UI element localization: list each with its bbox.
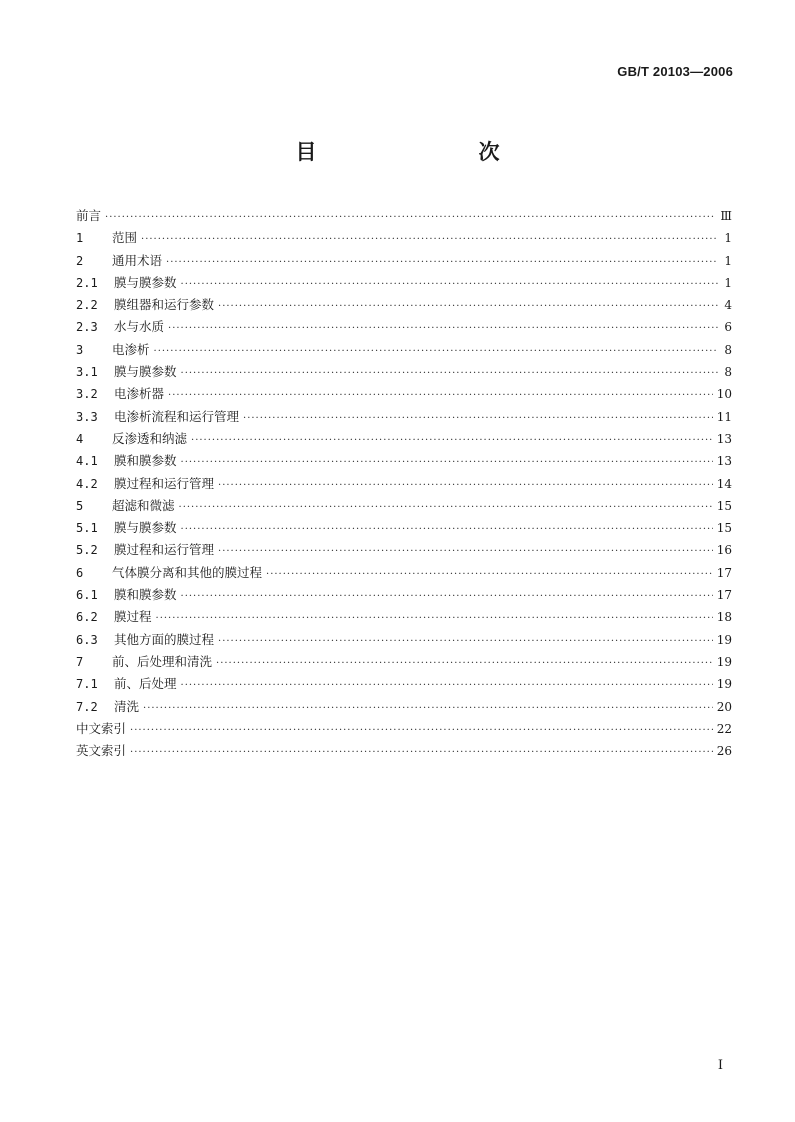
toc-entry-number: 7 xyxy=(76,654,84,669)
toc-entry-page: 1 xyxy=(724,275,732,290)
toc-entry-page: 8 xyxy=(724,342,732,357)
toc-entry-number: 2.3 xyxy=(76,320,98,335)
toc-entry-title: 反渗透和纳滤 xyxy=(112,430,188,446)
dot-leader xyxy=(156,608,713,630)
toc-entry-page: 14 xyxy=(716,476,732,491)
toc-entry-page: 26 xyxy=(716,744,732,759)
toc-entry-page: 8 xyxy=(724,365,732,380)
toc-entry-title: 清洗 xyxy=(114,698,140,714)
dot-leader xyxy=(266,564,713,586)
toc-entry-page: 11 xyxy=(716,409,732,424)
dot-leader xyxy=(166,252,718,274)
dot-leader xyxy=(168,385,713,407)
toc-entry-title: 其他方面的膜过程 xyxy=(114,631,215,647)
toc-entry[interactable] xyxy=(76,584,732,606)
toc-entry-number: 5 xyxy=(76,498,84,513)
page-title: 目 次 xyxy=(295,140,540,164)
dot-leader xyxy=(143,698,713,720)
dot-leader xyxy=(216,653,713,675)
toc-entry[interactable] xyxy=(76,495,732,517)
toc-entry-page: 10 xyxy=(716,387,732,402)
toc-entry[interactable] xyxy=(76,227,732,249)
toc-entry-title: 膜和膜参数 xyxy=(114,587,177,603)
toc-entry-number: 3.1 xyxy=(76,365,98,380)
toc-entry-title: 电渗析器 xyxy=(114,386,165,402)
toc-entry-page: 18 xyxy=(716,610,732,625)
toc-entry[interactable] xyxy=(76,629,732,651)
toc-entry-number: 6.3 xyxy=(76,632,98,647)
toc-entry-page: 15 xyxy=(716,498,732,513)
dot-leader xyxy=(218,475,713,497)
toc-entry-number: 1 xyxy=(76,231,84,246)
toc-entry-page: 13 xyxy=(716,431,732,446)
toc-entry-title: 膜和膜参数 xyxy=(114,453,177,469)
toc-entry[interactable] xyxy=(76,673,732,695)
dot-leader xyxy=(218,541,713,563)
toc-entry[interactable] xyxy=(76,272,732,294)
dot-leader xyxy=(218,631,713,653)
dot-leader xyxy=(168,318,718,340)
dot-leader xyxy=(181,586,713,608)
table-of-contents xyxy=(76,205,732,762)
toc-entry-title: 英文索引 xyxy=(76,743,127,759)
toc-entry-page: 13 xyxy=(716,454,732,469)
page-number: I xyxy=(717,1058,723,1073)
toc-entry-page: 16 xyxy=(716,543,732,558)
toc-entry-number: 6.1 xyxy=(76,588,98,603)
dot-leader xyxy=(218,296,718,318)
toc-entry-number: 3.2 xyxy=(76,387,98,402)
toc-entry-page: 19 xyxy=(716,654,732,669)
toc-entry[interactable] xyxy=(76,428,732,450)
toc-entry[interactable] xyxy=(76,406,732,428)
toc-entry-number: 5.1 xyxy=(76,521,98,536)
toc-entry-page: 19 xyxy=(716,632,732,647)
dot-leader xyxy=(130,742,713,764)
toc-entry[interactable] xyxy=(76,740,732,762)
toc-entry[interactable] xyxy=(76,696,732,718)
toc-entry[interactable] xyxy=(76,718,732,740)
dot-leader xyxy=(181,519,713,541)
toc-entry-number: 3 xyxy=(76,342,84,357)
toc-entry-title: 膜与膜参数 xyxy=(114,364,177,380)
toc-entry-number: 4.2 xyxy=(76,476,98,491)
toc-entry-title: 中文索引 xyxy=(76,720,127,736)
dot-leader xyxy=(181,675,713,697)
dot-leader xyxy=(181,363,718,385)
toc-entry-number: 3.3 xyxy=(76,409,98,424)
toc-entry-title: 膜组器和运行参数 xyxy=(114,297,215,313)
toc-entry-title: 电渗析 xyxy=(112,341,150,357)
toc-entry-number: 4 xyxy=(76,431,84,446)
toc-entry-page: 4 xyxy=(724,298,732,313)
toc-entry-number: 5.2 xyxy=(76,543,98,558)
toc-entry-number: 4.1 xyxy=(76,454,98,469)
toc-entry-title: 膜与膜参数 xyxy=(114,520,177,536)
toc-entry-page: 6 xyxy=(724,320,732,335)
dot-leader xyxy=(141,229,718,251)
toc-entry-title: 电渗析流程和运行管理 xyxy=(114,408,240,424)
toc-entry[interactable] xyxy=(76,205,732,227)
toc-entry[interactable] xyxy=(76,562,732,584)
toc-entry-page: 22 xyxy=(716,721,732,736)
toc-entry[interactable] xyxy=(76,606,732,628)
toc-entry-number: 2.2 xyxy=(76,298,98,313)
toc-entry-number: 7.1 xyxy=(76,677,98,692)
toc-entry-number: 7.2 xyxy=(76,699,98,714)
toc-entry[interactable] xyxy=(76,316,732,338)
toc-entry[interactable] xyxy=(76,339,732,361)
toc-entry[interactable] xyxy=(76,294,732,316)
toc-entry-page: 17 xyxy=(716,588,732,603)
dot-leader xyxy=(243,408,713,430)
toc-entry-title: 水与水质 xyxy=(114,319,165,335)
toc-entry-page: 15 xyxy=(716,521,732,536)
dot-leader xyxy=(130,720,713,742)
toc-entry-title: 前、后处理和清洗 xyxy=(112,653,213,669)
toc-entry-number: 6 xyxy=(76,565,84,580)
dot-leader xyxy=(154,341,718,363)
dot-leader xyxy=(181,274,718,296)
toc-entry-number: 6.2 xyxy=(76,610,98,625)
toc-entry[interactable] xyxy=(76,539,732,561)
toc-entry[interactable] xyxy=(76,250,732,272)
toc-entry-number: 2 xyxy=(76,253,84,268)
toc-entry-page: 20 xyxy=(716,699,732,714)
toc-entry-title: 前言 xyxy=(76,208,102,223)
toc-entry-title: 膜与膜参数 xyxy=(114,274,177,290)
dot-leader xyxy=(105,207,716,229)
dot-leader xyxy=(181,452,713,474)
toc-entry[interactable] xyxy=(76,651,732,673)
toc-entry-title: 气体膜分离和其他的膜过程 xyxy=(112,564,263,580)
standard-code: GB/T 20103—2006 xyxy=(617,64,733,79)
toc-entry-page: 1 xyxy=(724,253,732,268)
toc-entry-number: 2.1 xyxy=(76,275,98,290)
toc-entry-title: 超滤和微滤 xyxy=(112,497,175,513)
toc-entry-title: 膜过程和运行管理 xyxy=(114,542,215,558)
toc-entry-title: 通用术语 xyxy=(112,252,163,268)
toc-entry-title: 范围 xyxy=(112,230,138,246)
toc-entry-title: 前、后处理 xyxy=(114,676,177,692)
toc-entry-page: 1 xyxy=(724,231,732,246)
toc-entry[interactable] xyxy=(76,473,732,495)
toc-entry[interactable] xyxy=(76,517,732,539)
toc-entry[interactable] xyxy=(76,450,732,472)
toc-entry[interactable] xyxy=(76,383,732,405)
toc-entry-page: Ⅲ xyxy=(720,209,732,223)
dot-leader xyxy=(191,430,713,452)
toc-entry-title: 膜过程和运行管理 xyxy=(114,475,215,491)
toc-entry-title: 膜过程 xyxy=(114,609,152,625)
toc-entry[interactable] xyxy=(76,361,732,383)
toc-entry-page: 17 xyxy=(716,565,732,580)
dot-leader xyxy=(179,497,713,519)
toc-entry-page: 19 xyxy=(716,677,732,692)
